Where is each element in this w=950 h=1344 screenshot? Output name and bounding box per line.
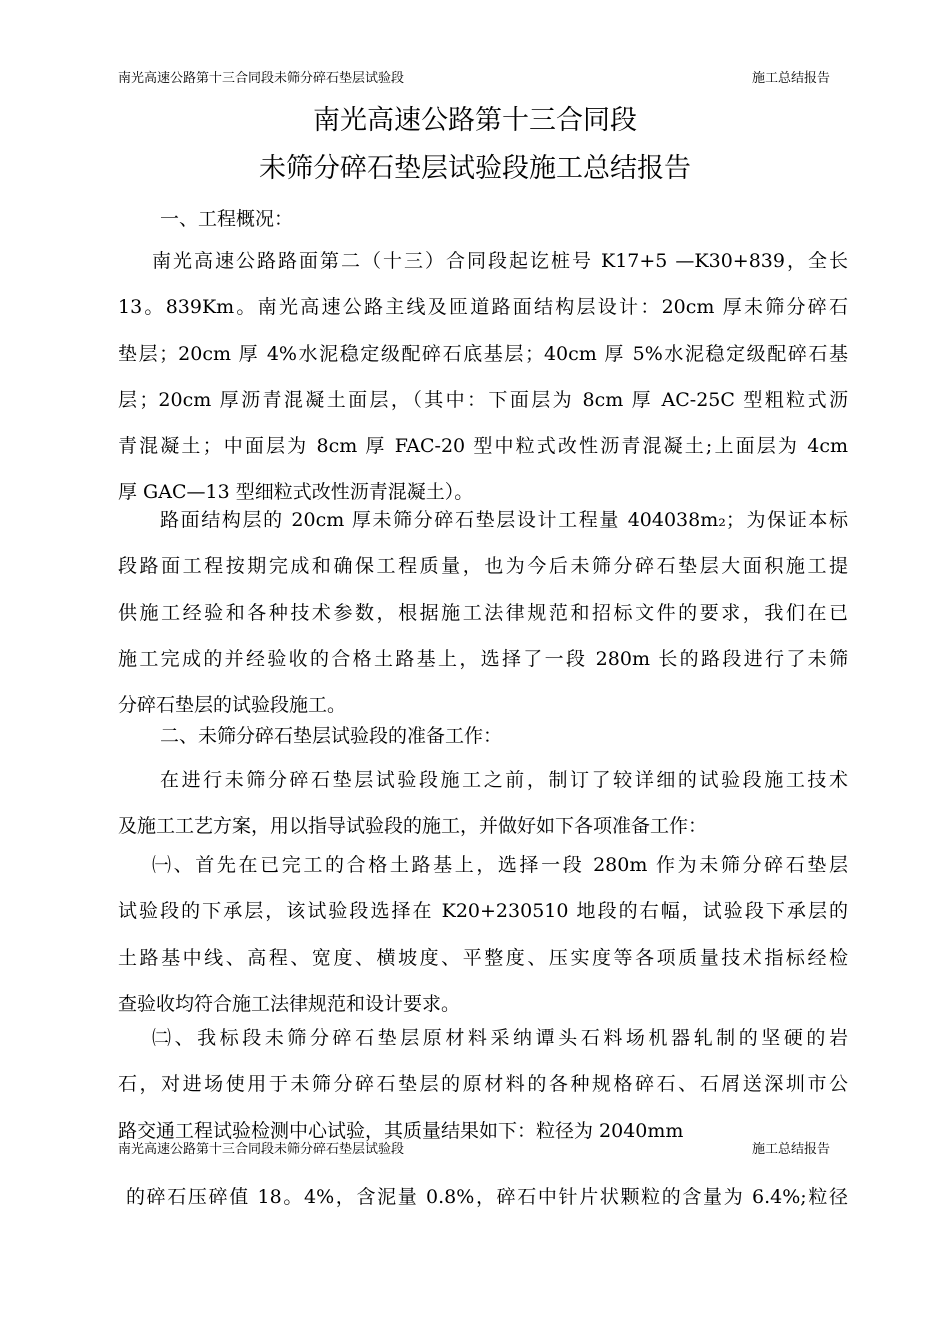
paragraph-line: 石，对进场使用于未筛分碎石垫层的原材料的各种规格碎石、石屑送深圳市公 xyxy=(118,1073,848,1096)
paragraph-line: 南光高速公路路面第二（十三）合同段起讫桩号 K17+5 —K30+839，全长 xyxy=(152,250,848,272)
paragraph-line: 层；20cm 厚沥青混凝土面层，（其中：下面层为 8cm 厚 AC-25C 型粗粒式沥 xyxy=(118,388,848,411)
paragraph-line: 路交通工程试验检测中心试验，其质量结果如下：粒径为 2040mm xyxy=(118,1119,684,1142)
paragraph-line: 垫层；20cm 厚 4%水泥稳定级配碎石底基层；40cm 厚 5%水泥稳定级配碎石基 xyxy=(118,342,848,365)
paragraph-continuation xyxy=(118,1174,848,1220)
paragraph-line: 路面结构层的 20cm 厚未筛分碎石垫层设计工程量 404038m₂；为保证本标 xyxy=(160,509,848,531)
paragraph-line: 分碎石垫层的试验段施工。 xyxy=(118,694,347,717)
paragraph-line: ㈡、我标段未筛分碎石垫层原材料采纳谭头石料场机器轧制的坚硬的岩 xyxy=(152,1027,848,1049)
section-heading-text: 二、未筛分碎石垫层试验段的准备工作： xyxy=(160,725,503,747)
paragraph-overview xyxy=(118,238,848,516)
section-heading-overview xyxy=(118,196,848,242)
paragraph-line: 13。839Km。南光高速公路主线及匝道路面结构层设计：20cm 厚未筛分碎石 xyxy=(118,296,848,319)
paragraph-item-2 xyxy=(118,1015,848,1154)
paragraph-item-1 xyxy=(118,842,848,1027)
paragraph-line: 供施工经验和各种技术参数，根据施工法律规范和招标文件的要求，我们在已 xyxy=(118,601,848,624)
paragraph-line: 及施工工艺方案，用以指导试验段的施工，并做好如下各项准备工作： xyxy=(118,815,708,838)
header-right-text: 施工总结报告 xyxy=(751,71,830,86)
paragraph-line: ㈠、首先在已完工的合格土路基上，选择一段 280m 作为未筛分碎石垫层 xyxy=(152,854,848,876)
paragraph-line: 土路基中线、高程、宽度、横坡度、平整度、压实度等各项质量技术指标经检 xyxy=(118,946,848,969)
paragraph-line: 在进行未筛分碎石垫层试验段施工之前，制订了较详细的试验段施工技术 xyxy=(160,769,848,791)
paragraph-line: 段路面工程按期完成和确保工程质量，也为今后未筛分碎石垫层大面积施工提 xyxy=(118,555,848,578)
paragraph-line: 厚 GAC—13 型细粒式改性沥青混凝土）。 xyxy=(118,481,474,504)
paragraph-line: 青混凝土；中面层为 8cm 厚 FAC-20 型中粒式改性沥青混凝土;上面层为 4cm xyxy=(118,435,848,458)
document-title-line1: 南光高速公路第十三合同段 xyxy=(313,105,637,136)
document-title-line2: 未筛分碎石垫层试验段施工总结报告 xyxy=(259,153,691,184)
page-header-second xyxy=(118,1142,830,1158)
paragraph-line: 试验段的下承层，该试验段选择在 K20+230510 地段的右幅，试验段下承层的 xyxy=(118,900,848,923)
paragraph-preparation-intro xyxy=(118,757,848,850)
paragraph-line: 施工完成的并经验收的合格土路基上，选择了一段 280m 长的路段进行了未筛 xyxy=(118,647,848,670)
header-right-text: 施工总结报告 xyxy=(751,1142,830,1157)
paragraph-line: 查验收均符合施工法律规范和设计要求。 xyxy=(118,992,461,1015)
paragraph-line: 的碎石压碎值 18。4%，含泥量 0.8%，碎石中针片状颗粒的含量为 6.4%;粒径 xyxy=(126,1186,848,1208)
paragraph-purpose xyxy=(118,497,848,728)
header-left-text: 南光高速公路第十三合同段未筛分碎石垫层试验段 xyxy=(118,71,405,86)
section-heading-text: 一、工程概况： xyxy=(160,208,294,230)
header-left-text: 南光高速公路第十三合同段未筛分碎石垫层试验段 xyxy=(118,1142,405,1157)
page-header xyxy=(118,71,830,87)
section-heading-preparation xyxy=(118,713,848,759)
